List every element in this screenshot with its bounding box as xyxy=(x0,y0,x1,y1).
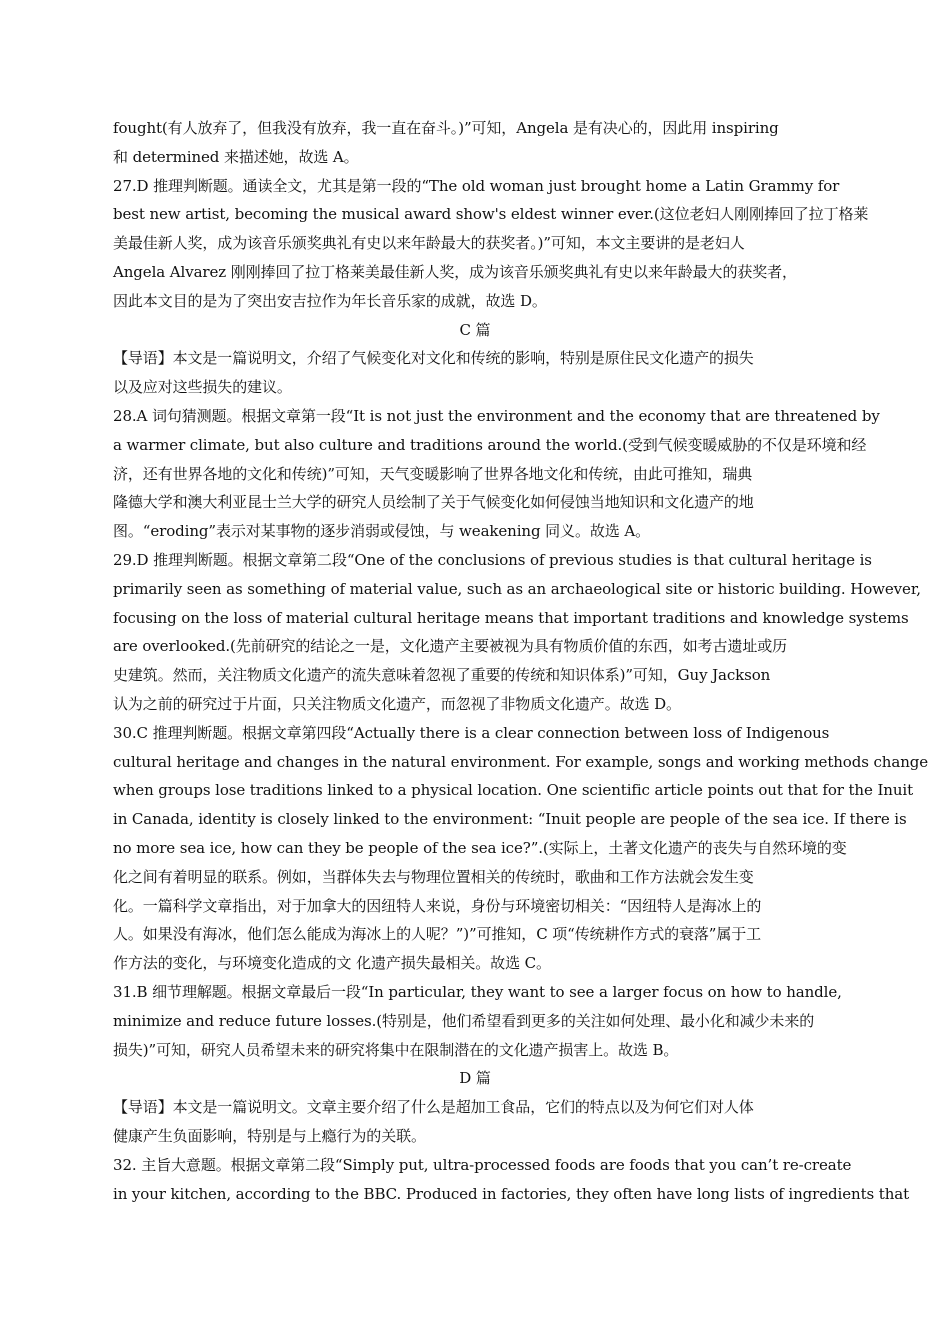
text-line: 32. 主旨大意题。根据文章第二段“Simply put, ultra-processed foods are foods that you can’t re-create xyxy=(113,1155,852,1174)
text-line: 以及应对这些损失的建议。 xyxy=(113,378,292,397)
text-line: 31.B 细节理解题。根据文章最后一段“In particular, they want to see a larger focus on how to handle, xyxy=(113,983,842,1001)
text-line: 美最佳新人奖，成为该音乐颁奖典礼有史以来年龄最大的获奖者。)”可知，本文主要讲的是老妇人 xyxy=(113,234,745,253)
section-heading: C 篇 xyxy=(459,320,491,339)
text-line: 化之间有着明显的联系。例如，当群体失去与物理位置相关的传统时，歌曲和工作方法就会发生变 xyxy=(113,867,754,886)
text-line: 人。如果没有海冰，他们怎么能成为海冰上的人呢？”)”可推知，C 项“传统耕作方式的衰落”属于工 xyxy=(113,925,762,944)
text-line: 健康产生负面影响，特别是与上瘾行为的关联。 xyxy=(113,1127,426,1145)
text-line: fought(有人放弃了，但我没有放弃，我一直在奋斗。)”可知，Angela 是有决心的，因此用 inspiring xyxy=(113,119,779,137)
text-line: 化。一篇科学文章指出，对于加拿大的因纽特人来说，身份与环境密切相关：“因纽特人是海冰上的 xyxy=(113,896,762,915)
text-line: 【导语】本文是一篇说明文，介绍了气候变化对文化和传统的影响，特别是原住民文化遗产的损失 xyxy=(113,349,754,368)
text-line: 因此本文目的是为了突出安吉拉作为年长音乐家的成就，故选 D。 xyxy=(113,291,547,310)
text-line: are overlooked.(先前研究的结论之一是，文化遗产主要被视为具有物质价值的东西，如考古遗址或历 xyxy=(113,637,788,656)
text-line: a warmer climate, but also culture and traditions around the world.(受到气候变暖威胁的不仅是环境和经 xyxy=(113,435,867,454)
text-line: in your kitchen, according to the BBC. Produced in factories, they often have long lists of ingredients that xyxy=(113,1184,910,1203)
text-line: minimize and reduce future losses.(特别是，他们希望看到更多的关注如何处理、最小化和减少未来的 xyxy=(113,1011,815,1030)
text-line: 作方法的变化，与环境变化造成的文 化遗产损失最相关。故选 C。 xyxy=(113,954,551,973)
text-line: Angela Alvarez 刚刚捧回了拉丁格莱美最佳新人奖，成为该音乐颁奖典礼有史以来年龄最大的获奖者， xyxy=(113,263,797,281)
text-line: 损失)”可知，研究人员希望未来的研究将集中在限制潜在的文化遗产损害上。故选 B。 xyxy=(113,1040,679,1059)
text-line: 29.D 推理判断题。根据文章第二段“One of the conclusions of previous studies is that cultural heritage is xyxy=(113,551,872,569)
text-line: 30.C 推理判断题。根据文章第四段“Actually there is a clear connection between loss of Indigenous xyxy=(113,723,830,742)
text-line: when groups lose traditions linked to a physical location. One scientific article points out that for the Inuit xyxy=(113,781,914,800)
text-line: 济，还有世界各地的文化和传统)”可知，天气变暖影响了世界各地文化和传统，由此可推知，瑞典 xyxy=(113,464,753,483)
text-line: 史建筑。然而，关注物质文化遗产的流失意味着忽视了重要的传统和知识体系)”可知，Guy Jackson xyxy=(113,666,771,685)
text-line: 28.A 词句猜测题。根据文章第一段“It is not just the environment and the economy that are threatened by xyxy=(113,407,880,425)
text-line: cultural heritage and changes in the natural environment. For example, songs and working methods change xyxy=(113,752,929,771)
text-line: 27.D 推理判断题。通读全文，尤其是第一段的“The old woman just brought home a Latin Grammy for xyxy=(113,176,840,195)
text-line: 隆德大学和澳大利亚昆士兰大学的研究人员绘制了关于气候变化如何侵蚀当地知识和文化遗产的地 xyxy=(113,493,754,512)
text-line: 图。“eroding”表示对某事物的逐步消弱或侵蚀，与 weakening 同义。故选 A。 xyxy=(113,522,650,541)
text-line: best new artist, becoming the musical award show's eldest winner ever.(这位老妇人刚刚捧回了拉丁格莱 xyxy=(113,205,869,224)
text-line: 【导语】本文是一篇说明文。文章主要介绍了什么是超加工食品，它们的特点以及为何它们对人体 xyxy=(113,1098,754,1117)
section-heading: D 篇 xyxy=(459,1069,491,1088)
text-line: 和 determined 来描述她，故选 A。 xyxy=(113,147,359,166)
text-line: 认为之前的研究过于片面，只关注物质文化遗产，而忽视了非物质文化遗产。故选 D。 xyxy=(113,695,681,713)
text-line: primarily seen as something of material value, such as an archaeological site or historic building. However, xyxy=(113,579,921,598)
text-line: in Canada, identity is closely linked to the environment: “Inuit people are people of the sea ice. If there is xyxy=(113,810,907,829)
text-line: no more sea ice, how can they be people of the sea ice?”.(实际上，土著文化遗产的丧失与自然环境的变 xyxy=(113,839,847,857)
text-line: focusing on the loss of material cultural heritage means that important traditions and knowledge systems xyxy=(113,608,909,627)
